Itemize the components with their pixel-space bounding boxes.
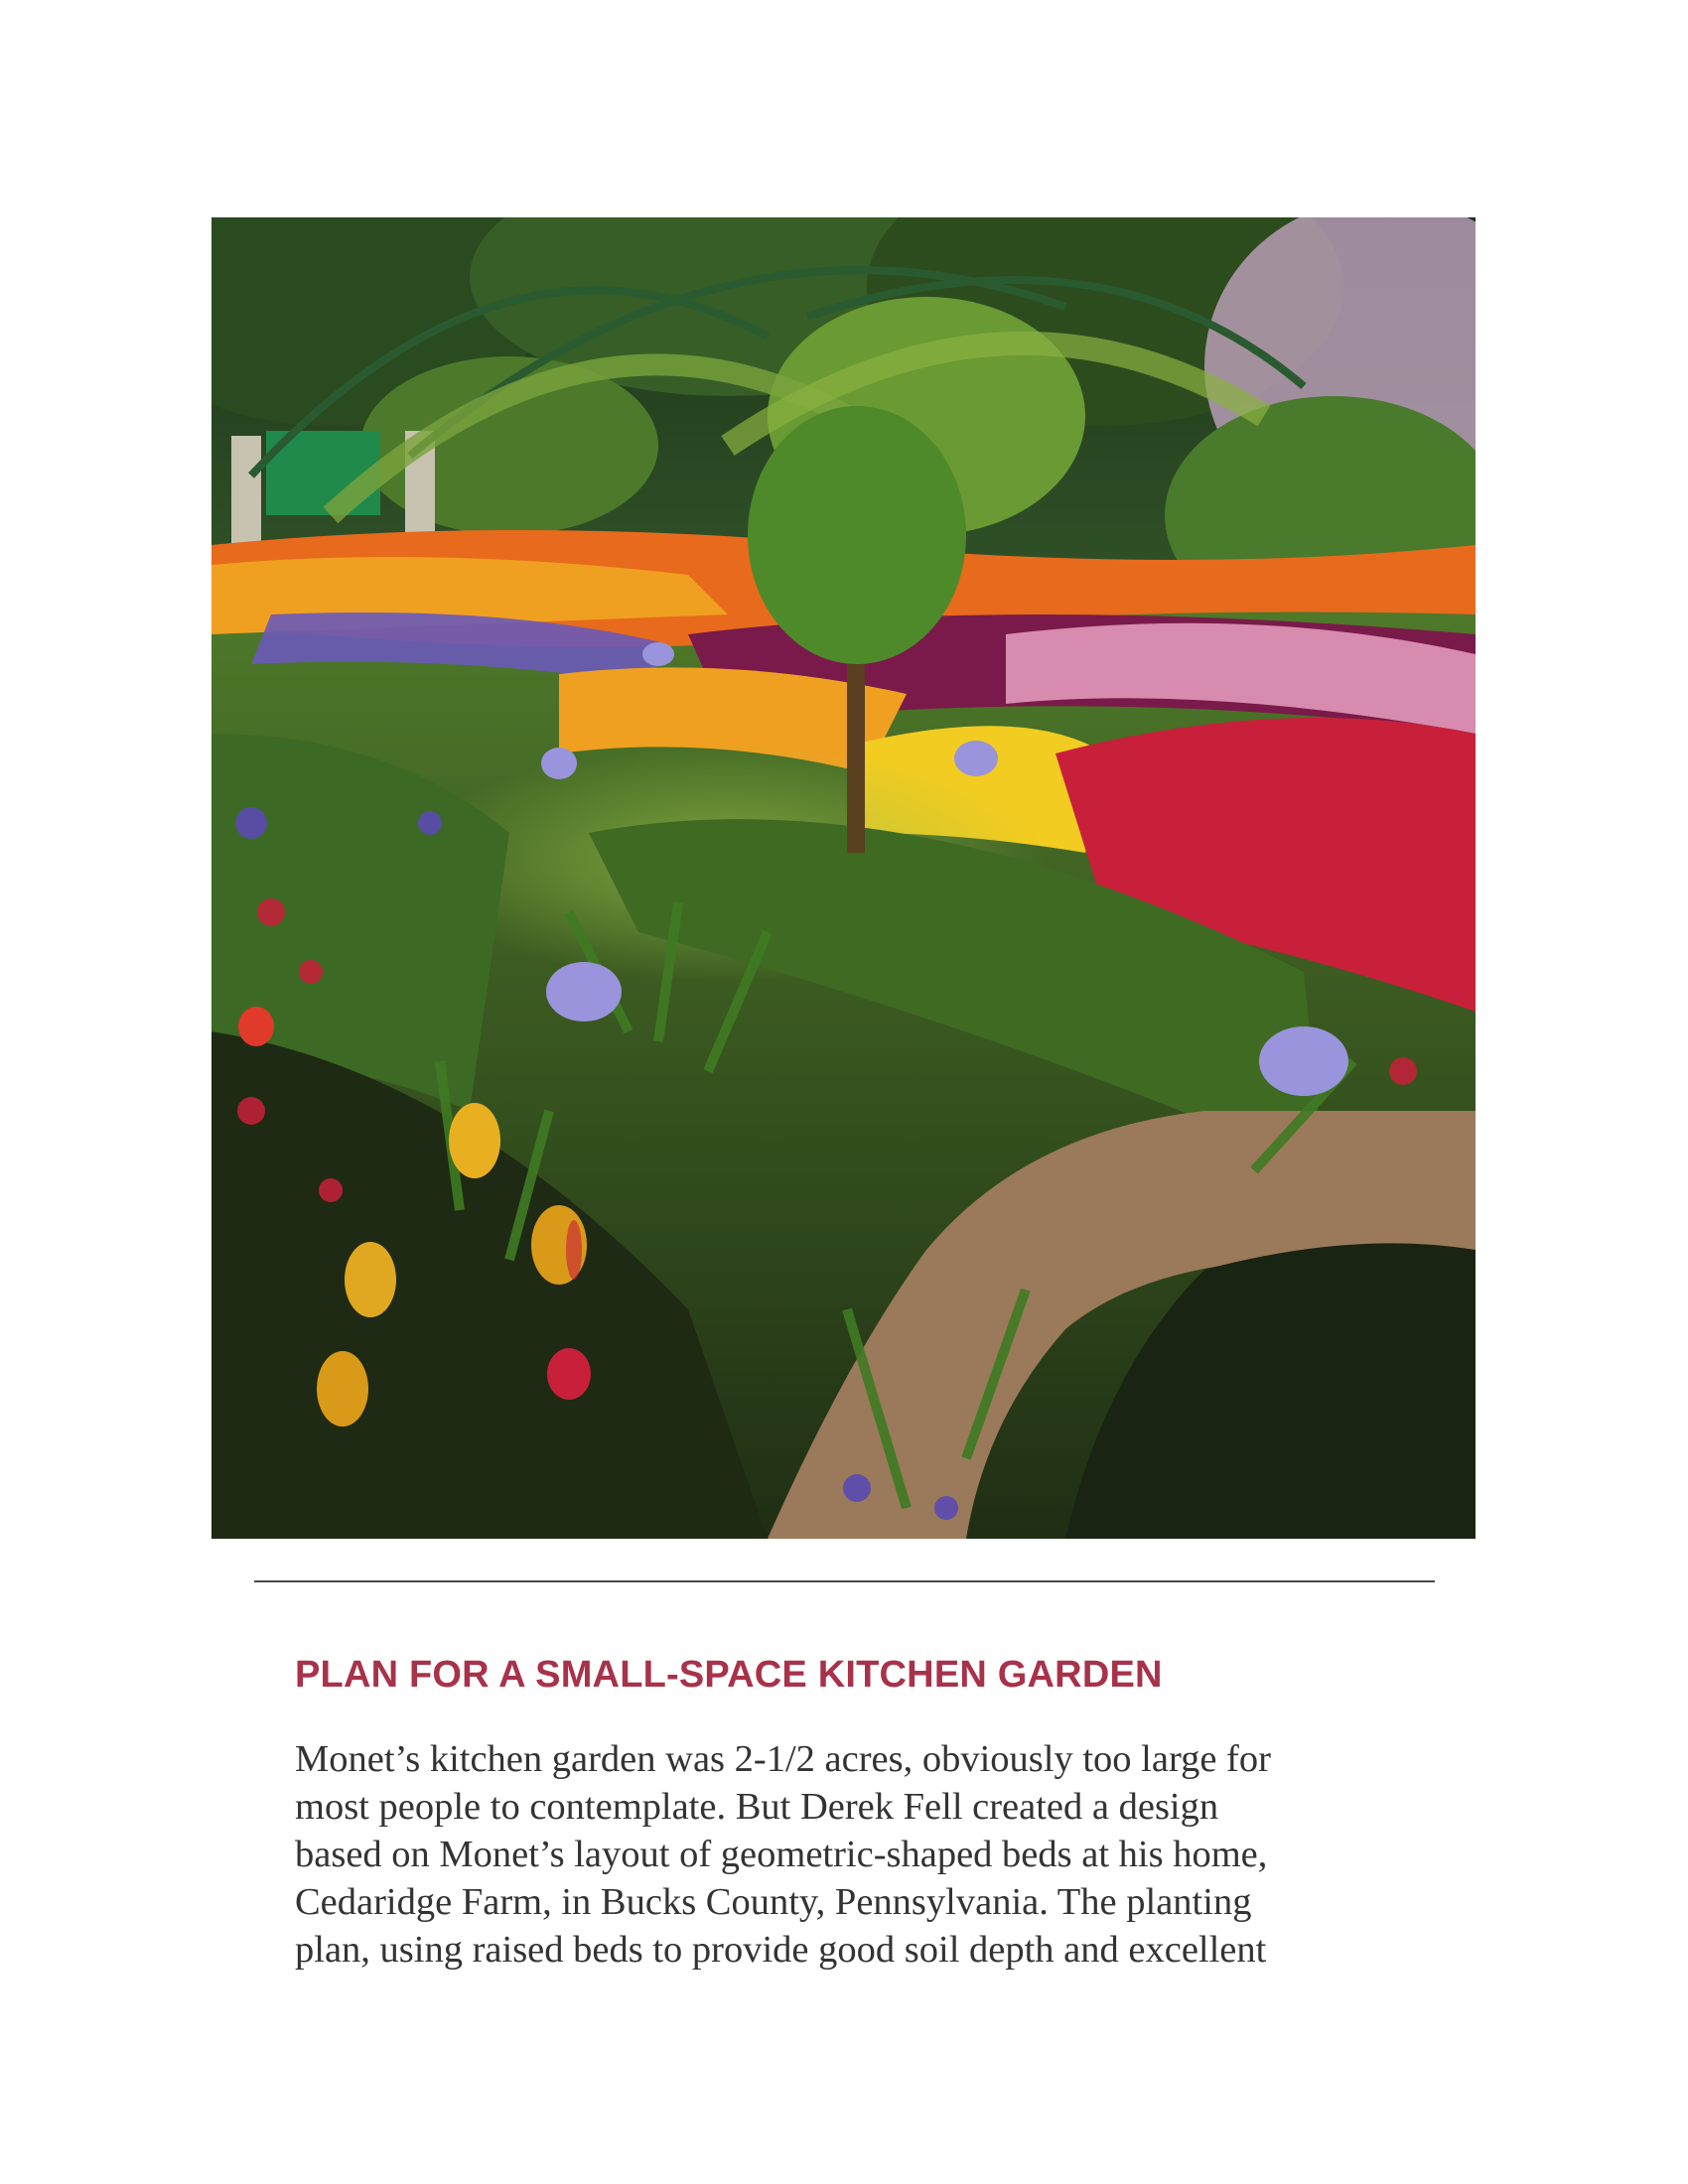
garden-photo bbox=[211, 217, 1476, 1539]
body-paragraph bbox=[295, 1735, 1407, 1974]
body-line: Monet’s kitchen garden was 2-1/2 acres, obviously too large for bbox=[295, 1738, 1271, 1780]
body-line: based on Monet’s layout of geometric-shaped beds at his home, bbox=[295, 1834, 1268, 1875]
section-divider bbox=[254, 1580, 1435, 1582]
garden-illustration bbox=[211, 217, 1476, 1539]
body-line: Cedaridge Farm, in Bucks County, Pennsylvania. The planting bbox=[295, 1881, 1252, 1923]
body-line: plan, using raised beds to provide good soil depth and excellent bbox=[295, 1929, 1267, 1971]
body-line: most people to contemplate. But Derek Fell created a design bbox=[295, 1786, 1219, 1828]
section-heading: PLAN FOR A SMALL-SPACE KITCHEN GARDEN bbox=[295, 1654, 1163, 1696]
